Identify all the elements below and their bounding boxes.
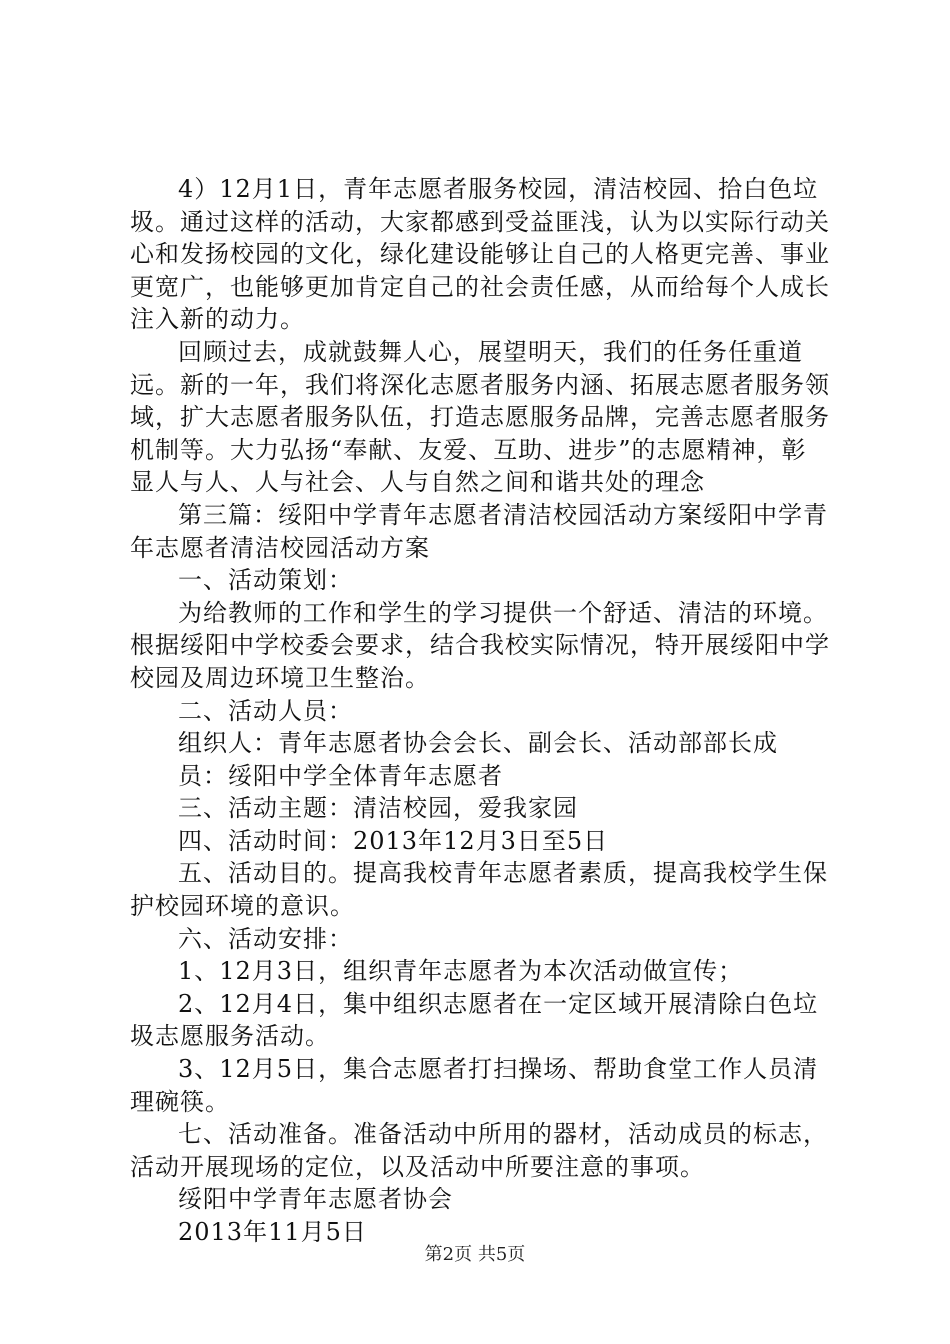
- paragraph-1: 4）12月1日，青年志愿者服务校园，清洁校园、拾白色垃圾。通过这样的活动，大家都感到受益匪浅，认为以实际行动关心和发扬校园的文化，绿化建设能够让自己的人格更完善、事业更宽广，也能够更加肯定自己的社会责任感，从而给每个人成长注入新的动力。: [130, 175, 830, 334]
- paragraph-plan: 为给教师的工作和学生的学习提供一个舒适、清洁的环境。根据绥阳中学校委会要求，结合我校实际情况，特开展绥阳中学校园及周边环境卫生整治。: [130, 598, 830, 692]
- heading-schedule: 六、活动安排：: [178, 924, 353, 953]
- paragraph-purpose: 五、活动目的。提高我校青年志愿者素质，提高我校学生保护校园环境的意识。: [130, 859, 828, 921]
- paragraph-preparation: 七、活动准备。准备活动中所用的器材，活动成员的标志，活动开展现场的定位，以及活动中所要注意的事项。: [130, 1120, 828, 1181]
- heading-personnel: 二、活动人员：: [178, 696, 353, 725]
- signature-org: 绥阳中学青年志愿者协会: [178, 1185, 453, 1214]
- schedule-item-2: 2、12月4日，集中组织志愿者在一定区域开展清除白色垃圾志愿服务活动。: [130, 989, 819, 1051]
- page-footer: 第2页 共5页: [424, 1244, 526, 1265]
- document-body: [130, 173, 830, 1249]
- schedule-item-1: 1、12月3日，组织青年志愿者为本次活动做宣传；: [178, 957, 744, 986]
- schedule-item-3: 3、12月5日，集合志愿者打扫操场、帮助食堂工作人员清理碗筷。: [130, 1055, 819, 1116]
- signature-date: 2013年11月5日: [178, 1218, 367, 1246]
- section-heading: 第三篇：绥阳中学青年志愿者清洁校园活动方案绥阳中学青年志愿者清洁校园活动方案: [130, 500, 828, 562]
- personnel-organizers: 组织人：青年志愿者协会会长、副会长、活动部部长成: [178, 729, 778, 758]
- personnel-members: 员：绥阳中学全体青年志愿者: [178, 761, 503, 790]
- heading-plan: 一、活动策划：: [178, 566, 353, 595]
- paragraph-2: 回顾过去，成就鼓舞人心，展望明天，我们的任务任重道远。新的一年，我们将深化志愿者服务内涵、拓展志愿者服务领域，扩大志愿者服务队伍，打造志愿服务品牌，完善志愿者服务机制等。大力弘扬“奉献、友爱、互助、进步”的志愿精神，彰显人与人、人与社会、人与自然之间和谐共处的理念: [130, 337, 830, 497]
- heading-time: 四、活动时间：2013年12月3日至5日: [178, 826, 609, 855]
- heading-theme: 三、活动主题：清洁校园，爱我家园: [178, 794, 578, 823]
